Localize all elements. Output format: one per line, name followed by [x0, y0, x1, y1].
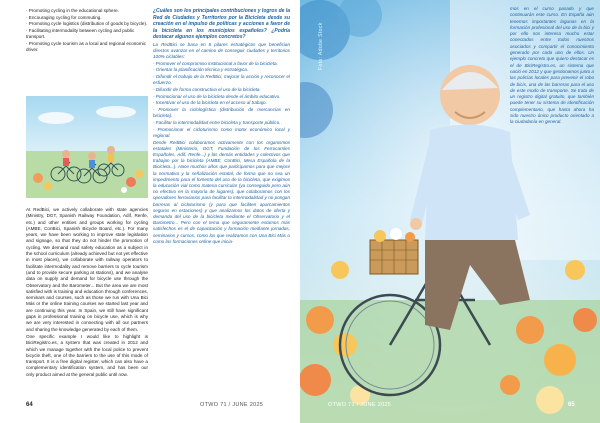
spanish-line: - Promocionar el cicloturismo como motor económico local y regional. — [153, 126, 290, 138]
page-number: 64 — [26, 402, 33, 408]
issue-footer: OTWO 71 / JUNE 2025 — [200, 402, 264, 408]
photo-credit: Foto: Adobe Stock — [318, 22, 324, 70]
issue-footer: OTWO 71 / JUNE 2025 — [328, 402, 392, 408]
bullet-item: · Facilitating intermodality between cycling and public transport. — [26, 28, 135, 40]
spanish-line: - Incentivar el uso de la bicicleta en el acceso al trabajo. — [153, 100, 267, 106]
bullet-item: · Promoting cycle tourism as a local and regional economic driver. — [26, 40, 147, 52]
spanish-line: - Difundir de forma constructiva el uso de la bicicleta. — [153, 86, 261, 92]
spanish-line: - Promocionar el uso de la bicicleta desde el ámbito educativo. — [153, 93, 281, 99]
bullet-item: · Encouraging cycling for commuting. — [26, 14, 102, 20]
spanish-line: La RedBici se basa en 8 pilares estratégicos que benefician directos avanzar en el camino de conseguir ciudades y territorios 100% ciclables: — [153, 41, 290, 59]
interview-question: ¿Cuáles son los principales contribuciones y logros de la Red de Ciudades y Territorios por la Bicicleta desde su creación en el impulso de políticas y acciones a favor de la bicicleta en los municipios españoles? ¿Podría destacar algunos ejemplos concretos? — [153, 8, 290, 40]
bullet-item: · Promoting cycle logistics (distribution of goods by bicycle). — [26, 21, 148, 27]
right-page — [300, 0, 600, 423]
spanish-continuation-text: mos en el curso pasado y que continuarán este curso. En España aún tenemos importantes lagunas en la formación profesional del uso de la bici y por ello nos interesa mucho estar conectados entre todos nuestros asociados y compartir el conocimiento generado por cada uno de ellos. Un ejemplo concreto que quiero destacar es el de BiciRegistro.es, un sistema que nació en 2012 y que gestionamos junto a las policías locales para prevenir el robo de bicis, una de las barreras para el uso de este modo de transporte. Se trata de un registro digital gratuito, que también puede tener su sistema de identificación complementario, que hasta ahora ha sido nuestro único producto orientado a la ciudadanía en general. — [510, 6, 594, 125]
bullet-list — [26, 8, 148, 53]
spanish-line: - Orientar la planificación técnica y estratégica. — [153, 67, 249, 73]
children-cycling-illustration — [26, 96, 148, 198]
spanish-line: - Promover la ciclologística (distribución de mercancías en bicicleta). — [153, 107, 290, 119]
spanish-column — [153, 8, 290, 246]
spanish-line: Desde RedBici colaboramos activamente con los organismos estatales (Ministerio, DGT, Fundación de los Ferrocarriles Españoles, Adif, Renfe...) y las demás entidades y colectivos que trabajan por la bicicleta (AMBE, ConBici, Mesa Española de la Bicicleta...). Hace muchos años que participamos para que mejore la normativa y la señalización estatal, de forma que no sea un impedimento para el fomento del uso de la bicicleta, que exigimos la educación vial como materia curricular (ya conseguido pero aún no efectivo en la mayoría de lugares), que colaboramos con los operadores ferroviarios para facilitar la intermodalidad y no pongan barreras al cicloturismo (y para que faciliten aparcamientos seguros en estaciones) y que analizamos los datos de oferta y demanda del uso de la bicicleta mediante el Observatorio y el Barómetro... Pero con el tema que seguramente estamos más satisfechos es el de capacitación y formación mediante jornadas, seminarios y cursos, como los que realizamos con Una Bici Más o como las formaciones online que inicia- — [153, 139, 290, 244]
spanish-line: - Facilitar la intermodalidad entre bicicleta y transporte público. — [153, 119, 281, 125]
spanish-line: - Difundir el trabajo de la RedBici, mejorar la acción y reconocer el esfuerzo. — [153, 74, 290, 86]
english-body-text — [26, 207, 148, 379]
paragraph: At RedBici, we actively collaborate with state agencies (Ministry, DGT, Spanish Railway Foundation, Adif, Renfe, etc.) and other entities and groups working for cycling (AMBE, ConBici, Spanish Bicycle Board, etc.). For many years, we have been working to improve state legislation and signage, so that they do not hinder the promotion of cycling. We demand road safety education as a subject in the school curriculum (already achieved but not yet effective in most places), we collaborate with railway operators to facilitate intermodality and remove barriers to cycle tourism (and to provide secure parking at stations), and we analyse data on supply and demand for bicycle use through the Observatory and the Barometer... But the area we are most satisfied with is training and education through conferences, seminars and courses, such as those we run with Una Bici Más or the online training courses we started last year and are continuing this year. In Spain, we still have significant gaps in professional training on bicycle use, which is why we are very interested in connecting with all our partners and sharing the knowledge generated by each of them. — [26, 207, 148, 332]
page-number: 65 — [568, 402, 575, 408]
bullet-column — [26, 8, 148, 54]
paragraph: One specific example I would like to highlight is BiciRegistro.es, a system that was created in 2012 and which we manage together with the local police to prevent bicycle theft, one of the barriers to the use of this mode of transport. It is a free digital register, which can also have a complementary identification system, and has been our only product aimed at the general public until now. — [26, 333, 148, 377]
bullet-item: · Promoting cycling in the educational sphere. — [26, 8, 119, 13]
spanish-line: - Promover el compromiso institucional a favor de la bicicleta. — [153, 60, 278, 66]
